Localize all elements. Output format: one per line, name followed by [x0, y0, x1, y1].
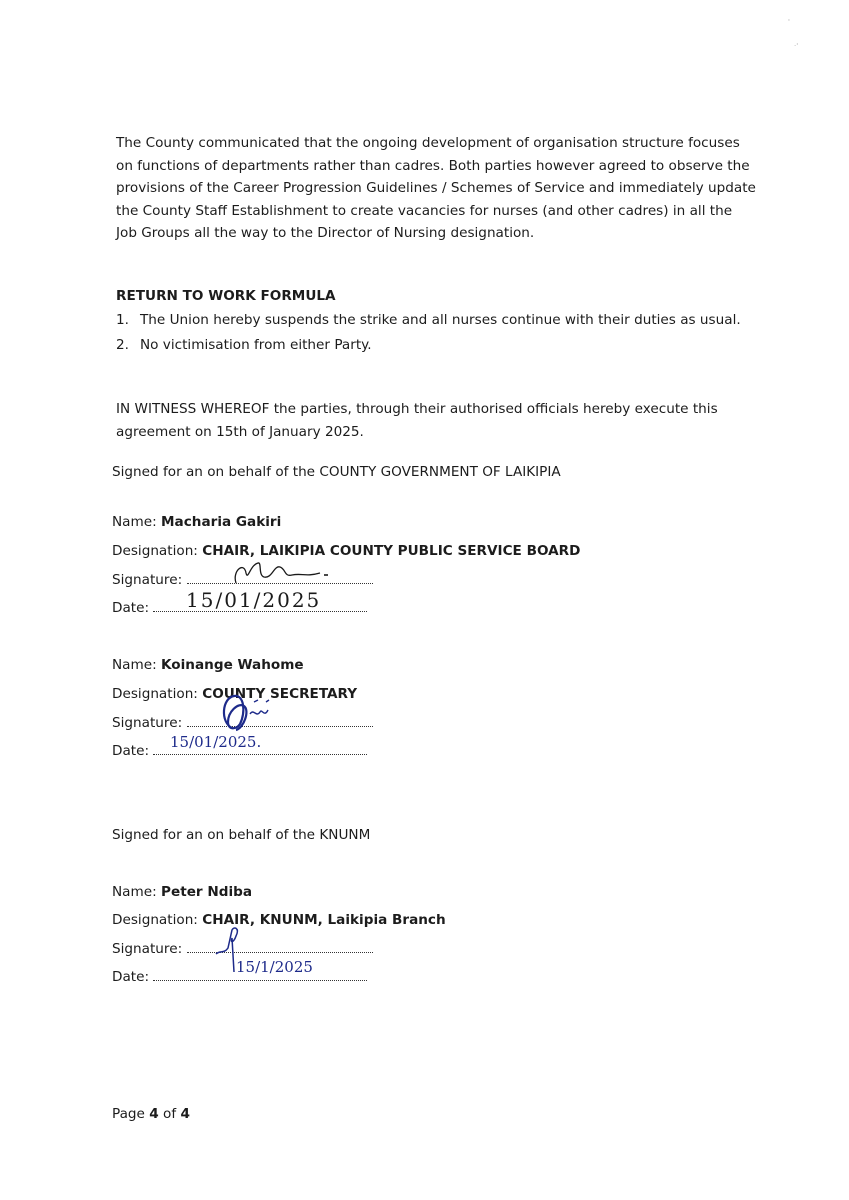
signatory-3-signature-line: Signature:: [112, 938, 373, 959]
scan-speck: ': [788, 18, 790, 26]
signatory-2-designation: COUNTY SECRETARY: [202, 686, 358, 702]
signature-1-mark: [228, 553, 348, 587]
rtw-list: [116, 309, 756, 359]
signatory-2-designation-line: Designation: COUNTY SECRETARY: [112, 686, 358, 702]
witness-paragraph: IN WITNESS WHEREOF the parties, through their authorised officials hereby execute this agreement on 15th of January 2025.: [116, 401, 718, 440]
list-item: 1. The Union hereby suspends the strike and all nurses continue with their duties as usual.: [116, 312, 741, 328]
knunm-signed-for: Signed for an on behalf of the KNUNM: [112, 827, 371, 843]
signatory-3-name-line: Name: Peter Ndiba: [112, 884, 253, 900]
signatory-1-designation: CHAIR, LAIKIPIA COUNTY PUBLIC SERVICE BOARD: [202, 543, 581, 559]
signatory-3-handwritten-date: 15/1/2025: [236, 958, 313, 976]
signatory-1-handwritten-date: 15/01/2025: [186, 588, 322, 612]
signatory-2-name-line: Name: Koinange Wahome: [112, 657, 304, 673]
signatory-1-name: Macharia Gakiri: [161, 514, 282, 530]
signatory-3-designation-line: Designation: CHAIR, KNUNM, Laikipia Branch: [112, 912, 446, 928]
signatory-1-date-line: Date:: [112, 597, 367, 618]
signatory-3-date-line: Date:: [112, 966, 367, 987]
signature-2-mark: [214, 688, 284, 736]
signatory-2-handwritten-date: 15/01/2025.: [170, 733, 262, 751]
signatory-2-name: Koinange Wahome: [161, 657, 304, 673]
rtw-heading: RETURN TO WORK FORMULA: [116, 288, 336, 304]
intro-paragraph: The County communicated that the ongoing development of organisation structure focuses on functions of departments rather than cadres. Both parties however agreed to observe the provisions of the Career Progression Guidelines / Schemes of Service and immediately update the County Staff Establishment to create vacancies for nurses (and other cadres) in all the Job Groups all the way to the Director of Nursing designation.: [116, 135, 756, 241]
list-item: 2. No victimisation from either Party.: [116, 337, 372, 353]
page-number: Page 4 of 4: [112, 1106, 190, 1122]
signatory-3-designation: CHAIR, KNUNM, Laikipia Branch: [202, 912, 446, 928]
signatory-1-name-line: Name: Macharia Gakiri: [112, 514, 282, 530]
signatory-2-date-line: Date:: [112, 740, 367, 761]
scan-speck: ·': [794, 42, 799, 50]
county-signed-for: Signed for an on behalf of the COUNTY GOVERNMENT OF LAIKIPIA: [112, 464, 561, 480]
signatory-1-signature-line: Signature:: [112, 569, 373, 590]
signatory-2-signature-line: Signature:: [112, 712, 373, 733]
signatory-3-name: Peter Ndiba: [161, 884, 253, 900]
signatory-1-designation-line: Designation: CHAIR, LAIKIPIA COUNTY PUBLIC SERVICE BOARD: [112, 543, 581, 559]
